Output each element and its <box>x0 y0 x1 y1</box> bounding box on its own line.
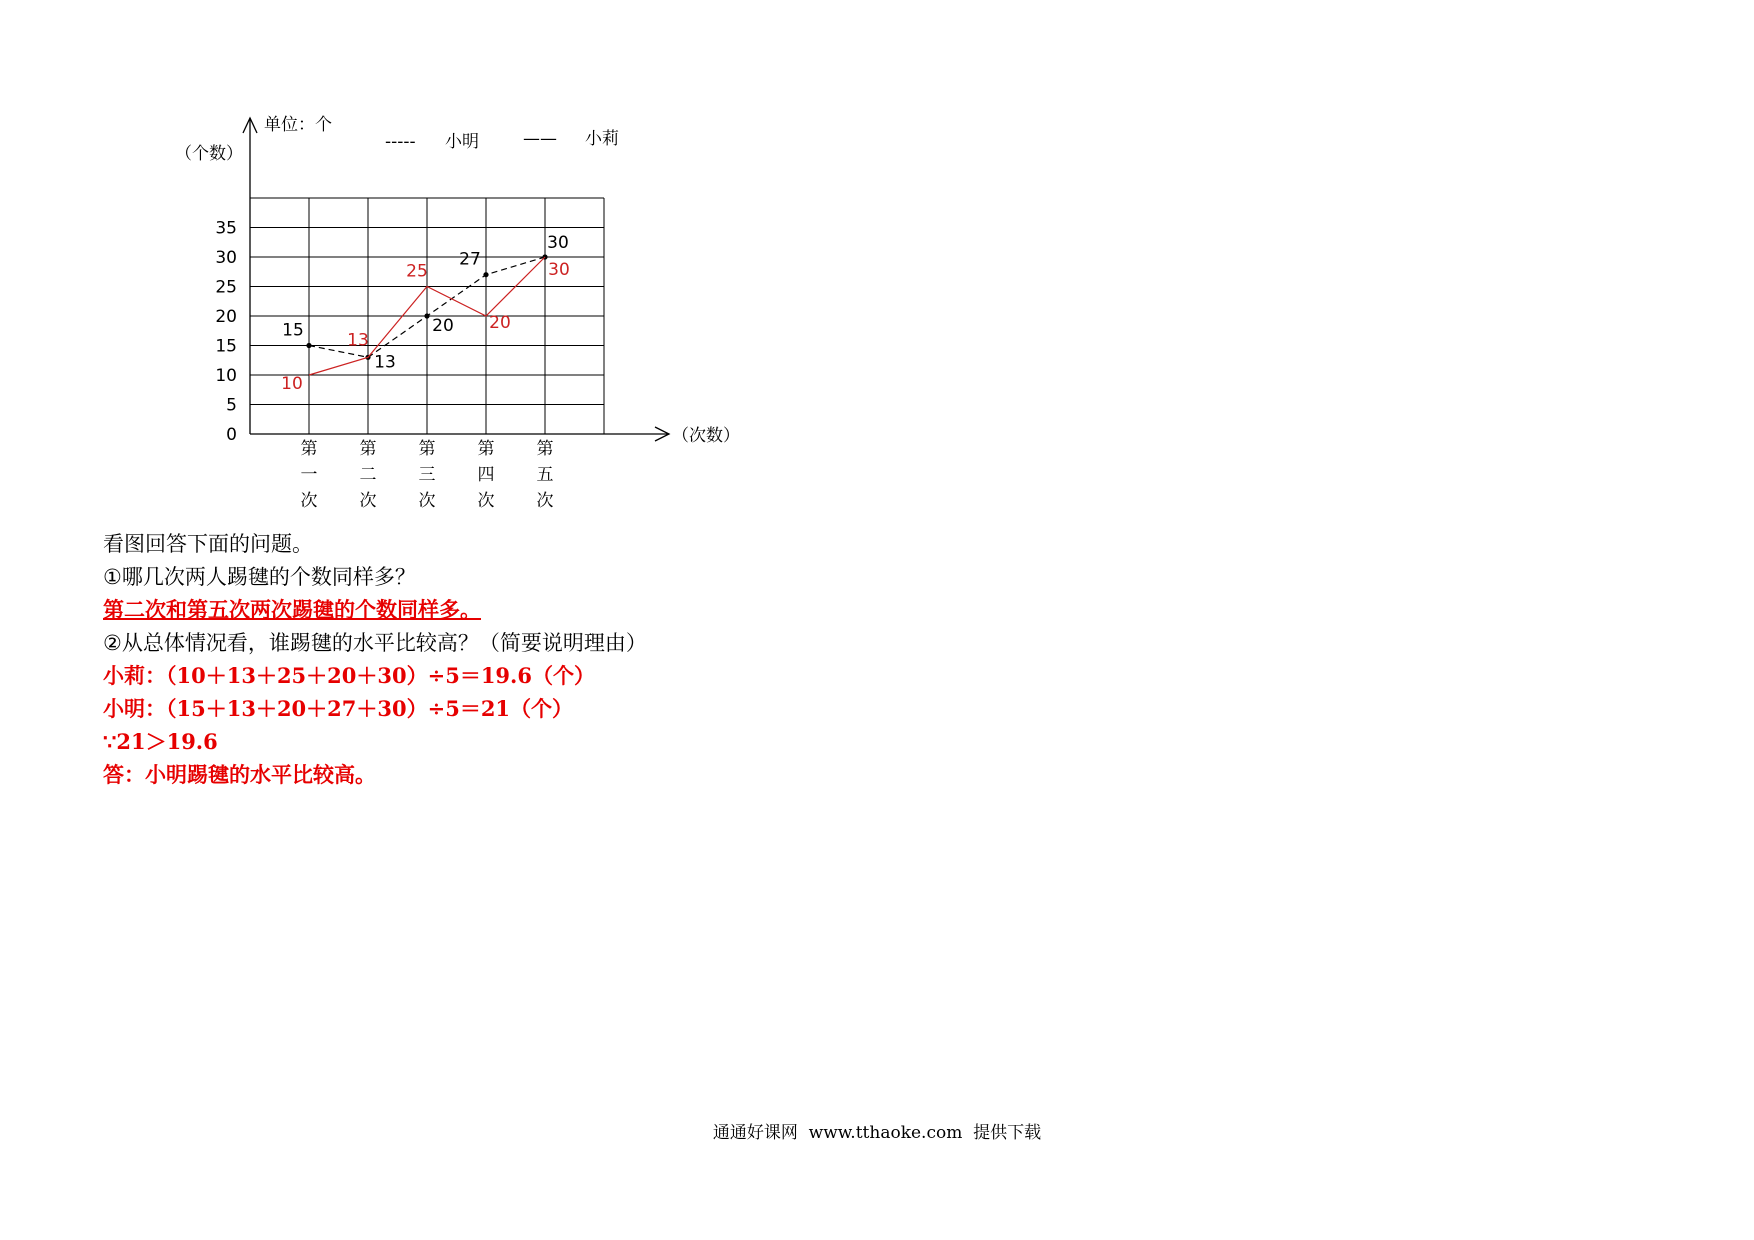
answer-2-conclusion: 答：小明踢毽的水平比较高。 <box>103 762 376 787</box>
y-tick-label: 20 <box>215 307 237 327</box>
data-label: 15 <box>282 320 304 341</box>
answer-1: 第二次和第五次两次踢毽的个数同样多。 <box>103 597 481 622</box>
legend-xiaoming-symbol: ----- <box>385 132 416 152</box>
prompt-text: 看图回答下面的问题。 <box>103 532 313 556</box>
data-point <box>306 343 311 348</box>
data-label: 27 <box>459 249 481 270</box>
legend-xiaoli-label: 小莉 <box>585 129 619 149</box>
answer-2-because: ∵21＞19.6 <box>103 729 218 754</box>
y-tick-label: 25 <box>215 277 237 298</box>
data-label: 20 <box>432 316 454 336</box>
answer-2-xiaoming: 小明：（15＋13＋20＋27＋30）÷5＝21（个） <box>103 696 574 721</box>
data-label: 20 <box>489 313 511 333</box>
data-label: 30 <box>547 233 569 253</box>
y-tick-label: 10 <box>215 366 237 386</box>
legend-xiaoli-symbol: —— <box>523 129 557 149</box>
data-label: 10 <box>281 374 303 394</box>
footer-credit: 通通好课网 www.tthaoke.com 提供下载 <box>712 1123 1042 1143</box>
y-axis-title: （个数） <box>175 144 243 164</box>
x-tick-label: 第二次 <box>359 439 377 511</box>
y-tick-label: 0 <box>226 425 237 445</box>
data-point <box>424 313 429 318</box>
x-axis-title: （次数） <box>672 426 740 446</box>
legend <box>385 129 619 152</box>
question-1: ①哪几次两人踢毽的个数同样多？ <box>103 565 416 589</box>
data-label: 25 <box>406 261 428 282</box>
legend-xiaoming-label: 小明 <box>445 132 479 152</box>
y-tick-label: 5 <box>226 395 237 416</box>
data-label: 30 <box>548 260 570 280</box>
chart-axes <box>243 118 669 441</box>
unit-label: 单位：个 <box>264 115 332 135</box>
data-point <box>483 272 488 277</box>
y-tick-label: 15 <box>215 336 237 357</box>
answer-2-xiaoli: 小莉：（10＋13＋25＋20＋30）÷5＝19.6（个） <box>103 663 595 688</box>
x-tick-label: 第三次 <box>418 439 436 511</box>
x-tick-label: 第一次 <box>300 439 318 511</box>
data-label: 13 <box>347 330 369 351</box>
y-tick-labels <box>215 219 237 446</box>
x-tick-labels <box>301 439 554 511</box>
data-label: 13 <box>374 352 396 373</box>
x-tick-label: 第四次 <box>477 439 495 511</box>
question-2: ②从总体情况看，谁踢毽的水平比较高？（简要说明理由） <box>103 631 647 655</box>
kick-shuttlecock-line-chart <box>0 0 780 520</box>
y-tick-label: 35 <box>215 218 237 239</box>
x-tick-label: 第五次 <box>536 439 554 511</box>
y-tick-label: 30 <box>215 248 237 268</box>
